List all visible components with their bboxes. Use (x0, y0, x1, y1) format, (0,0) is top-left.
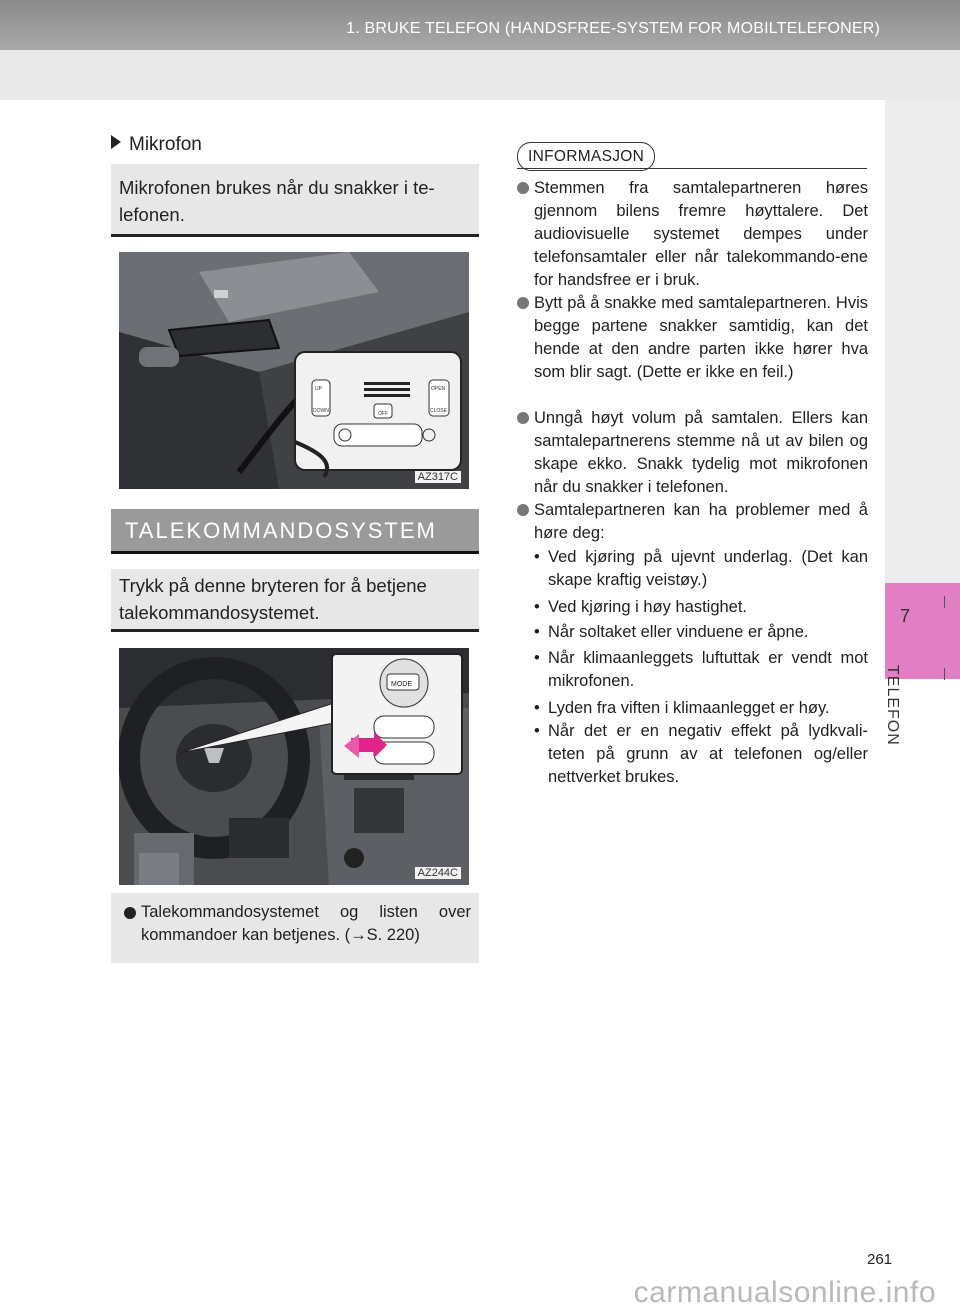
bullet-icon (517, 412, 529, 424)
sub-item: • Ved kjøring på ujevnt underlag. (Det kan skape kraftig veistøy.) (534, 548, 868, 589)
chapter-number: 7 (900, 606, 911, 626)
mic-description: Mikrofonen brukes når du snakker i te-lefonen. (119, 177, 435, 225)
arrow-right-icon (111, 135, 121, 149)
off-label: OFF (378, 411, 388, 417)
voice-description: Trykk på denne bryteren for å betjene talekommandosystemet. (119, 575, 427, 623)
header-title: 1. BRUKE TELEFON (HANDSFREE-SYSTEM FOR MOBILTELEFONER) (346, 20, 880, 37)
info-divider (517, 168, 867, 169)
bullet-icon (517, 504, 529, 516)
mic-description-box (111, 164, 479, 237)
watermark: carmanualsonline.info (633, 1276, 936, 1309)
overhead-console-drawing (119, 252, 469, 489)
bullet-icon (124, 907, 136, 919)
sub-item: • Lyden fra viften i klimaanlegget er høy. (534, 699, 830, 717)
image-code: AZ244C (415, 867, 461, 879)
section-heading-box (111, 509, 479, 554)
mode-label: MODE (391, 681, 412, 688)
sub-item: • Når det er en negativ effekt på lydkvali-teten på grunn av at telefonen og/eller nettverket brukes. (534, 722, 868, 786)
down-label: DOWN (313, 408, 329, 414)
note-text: Talekommandosystemet og listen over kommandoer kan betjenes. (→S. 220) (141, 903, 471, 944)
chapter-label: TELEFON (884, 665, 901, 746)
sub-item: • Når klimaanleggets luftuttak er vendt mot mikrofonen. (534, 649, 868, 690)
info-item: Bytt på å snakke med samtalepartneren. Hvis begge partene snakker samtidig, kan det hende at den andre parten ikke hører hva som blir sagt. (Dette er ikke en feil.) (517, 292, 868, 384)
info-label: INFORMASJON (517, 142, 655, 171)
crop-tick (944, 668, 945, 680)
bullet-icon (517, 182, 529, 194)
mic-heading: Mikrofon (111, 134, 202, 156)
steering-wheel-drawing (119, 648, 469, 885)
up-label: UP (315, 386, 322, 392)
page-header (0, 0, 960, 100)
sub-item: • Når soltaket eller vinduene er åpne. (534, 623, 809, 641)
page-number: 261 (867, 1251, 893, 1268)
note-box (111, 893, 479, 963)
open-label: OPEN (431, 386, 446, 392)
bullet-icon (517, 297, 529, 309)
crop-tick (944, 596, 945, 608)
chapter-label-wrap (884, 665, 931, 755)
section-heading: TALEKOMMANDOSYSTEM (125, 518, 437, 543)
info-item: Samtalepartneren kan ha problemer med å høre deg: (517, 499, 868, 545)
info-item: Unngå høyt volum på samtalen. Ellers kan samtalepartnerens stemme nå ut av bilen og skape ekko. Snakk tydelig mot mikrofonen når du snakker i telefonen. (517, 407, 868, 499)
sub-item: • Ved kjøring i høy hastighet. (534, 598, 748, 616)
voice-description-box (111, 569, 479, 632)
image-code: AZ317C (415, 471, 461, 483)
info-item: Stemmen fra samtalepartneren høres gjennom bilens fremre høyttalere. Det audiovisuelle systemet dempes under telefonsamtaler eller når talekommando-ene for handsfree er i bruk. (517, 177, 868, 292)
microphone-illustration (119, 252, 469, 489)
close-label: CLOSE (430, 408, 447, 414)
steering-wheel-illustration (119, 648, 469, 885)
side-tab-background (885, 100, 960, 583)
